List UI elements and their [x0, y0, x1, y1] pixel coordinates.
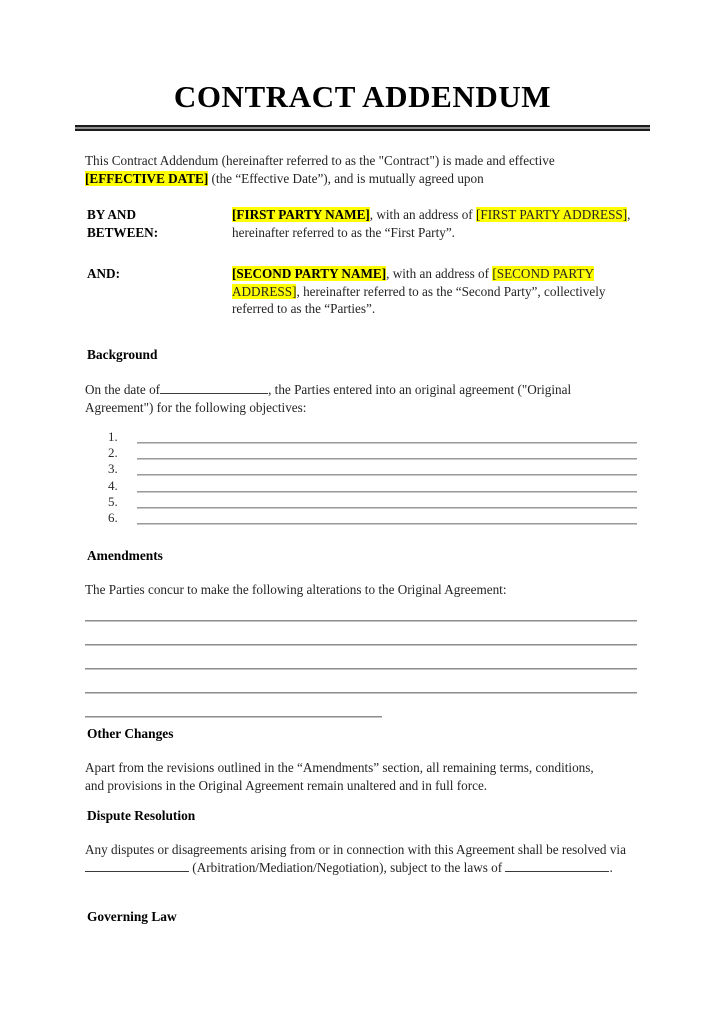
second-party-label-line1: AND: — [87, 266, 120, 281]
dispute-text-part3: . — [609, 859, 613, 875]
first-party-label-line2: BETWEEN: — [87, 224, 159, 240]
objectives-list — [108, 430, 638, 527]
second-party-details — [232, 265, 632, 318]
other-changes-paragraph: Apart from the revisions outlined in the “Amendments” section, all remaining terms, conditions, and provisions in the Original Agreement remain unaltered and in full force. — [85, 760, 594, 793]
first-party-name-placeholder: [FIRST PARTY NAME] — [232, 207, 370, 222]
second-party-name-placeholder: [SECOND PARTY NAME] — [232, 266, 387, 281]
amendment-blank-line[interactable] — [85, 644, 637, 646]
first-party-details — [232, 206, 632, 241]
list-item-number: 1. — [108, 429, 118, 444]
list-item-number: 6. — [108, 509, 118, 525]
intro-text-after: (the “Effective Date”), and is mutually agreed upon — [208, 170, 484, 186]
amendments-paragraph: The Parties concur to make the following alterations to the Original Agreement: — [85, 582, 507, 597]
governing-jurisdiction-blank[interactable] — [505, 871, 609, 872]
objective-blank-line[interactable] — [137, 442, 637, 444]
background-paragraph — [85, 381, 637, 416]
heading-dispute-resolution: Dispute Resolution — [87, 808, 196, 823]
list-item — [108, 495, 638, 511]
dispute-text-part2: (Arbitration/Mediation/Negotiation), subject to the laws of — [189, 859, 506, 875]
list-item — [108, 479, 638, 495]
dispute-resolution-paragraph — [85, 841, 637, 876]
amendments-blank-lines — [85, 620, 637, 718]
list-item-number: 5. — [108, 493, 118, 509]
objective-blank-line[interactable] — [137, 491, 637, 493]
first-party-label-line1: BY AND — [87, 207, 136, 222]
objective-blank-line[interactable] — [137, 458, 637, 460]
second-party-tail-text: , hereinafter referred to as the “Second Party”, collectively referred to as the “Parties”. — [232, 283, 606, 316]
title-divider — [75, 125, 650, 131]
heading-amendments: Amendments — [87, 548, 163, 563]
background-text-before: On the date of — [85, 382, 161, 397]
intro-paragraph — [85, 152, 637, 187]
first-party-label — [87, 206, 158, 241]
list-item-number: 3. — [108, 461, 118, 477]
first-party-mid-text: , with an address of — [369, 207, 476, 222]
list-item-number: 4. — [108, 477, 118, 493]
list-item — [108, 462, 638, 478]
effective-date-placeholder: [EFFECTIVE DATE] — [85, 170, 209, 186]
objective-blank-line[interactable] — [137, 507, 637, 509]
page-title: CONTRACT ADDENDUM — [173, 79, 552, 114]
amendment-blank-line[interactable] — [85, 716, 382, 718]
background-text-after: , the Parties entered into an original agreement ("Original Agreement") for the following objectives: — [85, 382, 572, 415]
amendment-blank-line[interactable] — [85, 620, 637, 622]
heading-other-changes: Other Changes — [87, 726, 174, 741]
dispute-method-blank[interactable] — [85, 871, 189, 872]
original-agreement-date-blank[interactable] — [160, 393, 268, 394]
amendment-blank-line[interactable] — [85, 668, 637, 670]
list-item — [108, 511, 638, 527]
first-party-address-placeholder: [FIRST PARTY ADDRESS] — [475, 207, 628, 222]
heading-background: Background — [87, 347, 158, 362]
list-item — [108, 430, 638, 446]
heading-governing-law: Governing Law — [87, 909, 177, 924]
second-party-address-placeholder: [SECOND PARTY ADDRESS] — [232, 266, 595, 299]
intro-text-before: This Contract Addendum (hereinafter referred to as the "Contract") is made and effective — [85, 153, 555, 168]
first-party-tail-text: , hereinafter referred to as the “First Party”. — [232, 207, 631, 240]
second-party-mid-text: , with an address of — [386, 266, 493, 281]
list-item — [108, 446, 638, 462]
list-item-number: 2. — [108, 445, 118, 461]
dispute-text-part1: Any disputes or disagreements arising from or in connection with this Agreement shall be resolved via — [85, 842, 626, 857]
second-party-label — [87, 265, 120, 283]
objective-blank-line[interactable] — [137, 523, 637, 525]
objective-blank-line[interactable] — [137, 474, 637, 476]
amendment-blank-line[interactable] — [85, 692, 637, 694]
